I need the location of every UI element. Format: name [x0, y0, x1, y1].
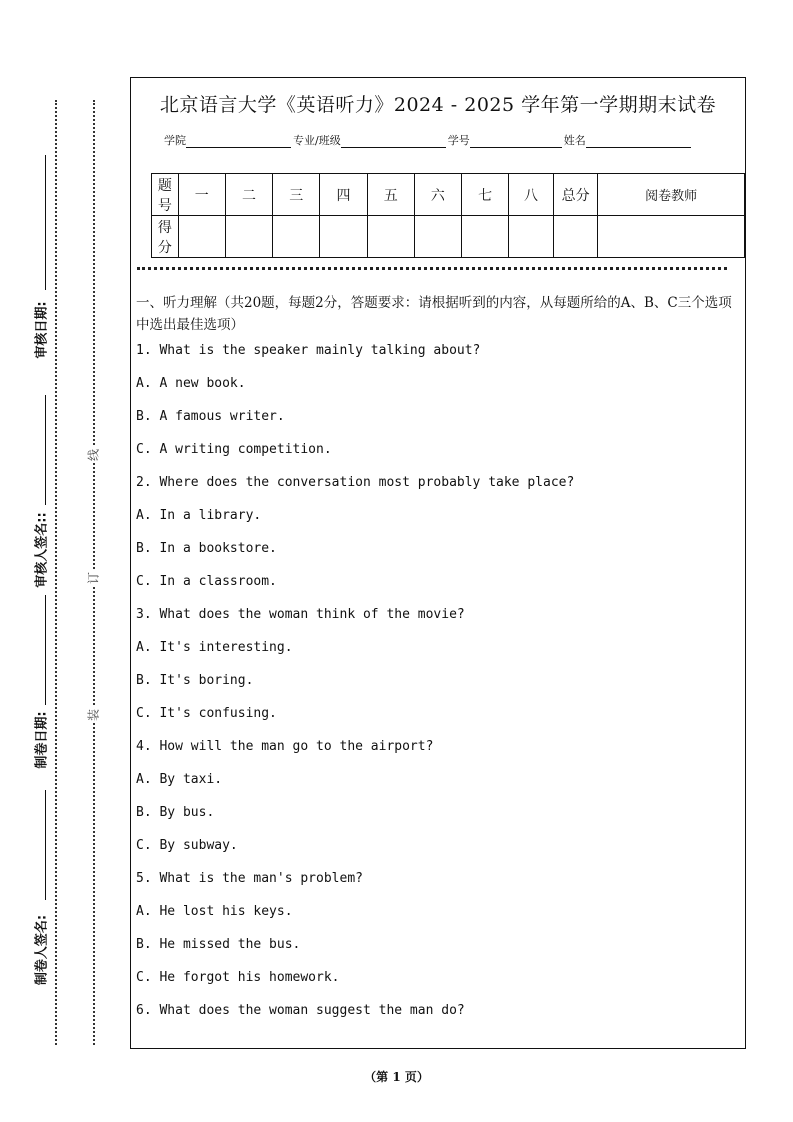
- paper-date-label: 制卷日期:: [34, 711, 50, 769]
- reviewer-signature-label: 审核人签名::: [34, 512, 50, 588]
- question: 5. What is the man's problem?: [136, 871, 363, 886]
- column-header: 六: [414, 174, 461, 216]
- college-field[interactable]: [186, 135, 291, 148]
- cut-mark: 线: [86, 448, 101, 462]
- question: 1. What is the speaker mainly talking about?: [136, 343, 481, 358]
- answer-option: B. He missed the bus.: [136, 937, 301, 952]
- column-header: 八: [509, 174, 554, 216]
- review-date-label: 审核日期:: [34, 301, 50, 359]
- cut-mark: 装: [86, 708, 101, 722]
- score-cell[interactable]: [509, 216, 554, 258]
- score-cell[interactable]: [273, 216, 320, 258]
- major-field[interactable]: [341, 135, 446, 148]
- student-id-label: 学号: [447, 134, 470, 147]
- score-cell[interactable]: [598, 216, 745, 258]
- page-number: （第 1 页）: [364, 1070, 429, 1084]
- column-header: 五: [367, 174, 414, 216]
- answer-option: C. In a classroom.: [136, 574, 277, 589]
- dotted-separator: [137, 267, 727, 270]
- answer-option: B. In a bookstore.: [136, 541, 277, 556]
- row-header: 题号: [152, 174, 179, 216]
- student-id-field[interactable]: [470, 135, 562, 148]
- column-header: 七: [462, 174, 509, 216]
- column-header: 三: [273, 174, 320, 216]
- answer-option: A. It's interesting.: [136, 640, 293, 655]
- column-header: 一: [178, 174, 225, 216]
- question: 3. What does the woman think of the movie?: [136, 607, 465, 622]
- column-header: 阅卷教师: [598, 174, 745, 216]
- listening-section: [136, 292, 741, 1034]
- column-header: 二: [225, 174, 272, 216]
- column-header: 总分: [553, 174, 598, 216]
- signature-line: [45, 790, 46, 900]
- answer-option: B. A famous writer.: [136, 409, 285, 424]
- signature-line: [45, 155, 46, 290]
- answer-option: C. It's confusing.: [136, 706, 277, 721]
- question: 2. Where does the conversation most probably take place?: [136, 475, 575, 490]
- score-cell[interactable]: [320, 216, 367, 258]
- score-cell[interactable]: [414, 216, 461, 258]
- column-header: 四: [320, 174, 367, 216]
- answer-option: A. By taxi.: [136, 772, 223, 787]
- name-field[interactable]: [586, 135, 691, 148]
- student-info: [164, 132, 693, 148]
- answer-option: A. In a library.: [136, 508, 262, 523]
- answer-option: C. By subway.: [136, 838, 238, 853]
- score-table: [151, 173, 745, 258]
- exam-frame: [130, 77, 746, 1049]
- question: 4. How will the man go to the airport?: [136, 739, 434, 754]
- answer-option: B. It's boring.: [136, 673, 254, 688]
- binding-dotted-line: [55, 100, 57, 1045]
- score-cell[interactable]: [553, 216, 598, 258]
- name-label: 姓名: [563, 134, 586, 147]
- answer-option: B. By bus.: [136, 805, 215, 820]
- section-instructions: 一、听力理解（共20题，每题2分，答题要求：请根据听到的内容，从每题所给的A、B、C三个选项中选出最佳选项）: [136, 295, 732, 333]
- question: 6. What does the woman suggest the man do?: [136, 1003, 465, 1018]
- row-header: 得分: [152, 216, 179, 258]
- signature-line: [45, 395, 46, 505]
- score-cell[interactable]: [462, 216, 509, 258]
- score-cell[interactable]: [225, 216, 272, 258]
- major-label: 专业/班级: [293, 134, 341, 147]
- signature-line: [45, 595, 46, 705]
- answer-option: C. A writing competition.: [136, 442, 332, 457]
- college-label: 学院: [164, 134, 186, 147]
- exam-title: 北京语言大学《英语听力》2024 - 2025 学年第一学期期末试卷: [159, 94, 717, 116]
- score-cell[interactable]: [367, 216, 414, 258]
- answer-option: C. He forgot his homework.: [136, 970, 340, 985]
- answer-option: A. He lost his keys.: [136, 904, 293, 919]
- paper-author-signature-label: 制卷人签名:: [34, 914, 50, 986]
- cut-mark: 订: [86, 571, 101, 585]
- score-cell[interactable]: [178, 216, 225, 258]
- answer-option: A. A new book.: [136, 376, 246, 391]
